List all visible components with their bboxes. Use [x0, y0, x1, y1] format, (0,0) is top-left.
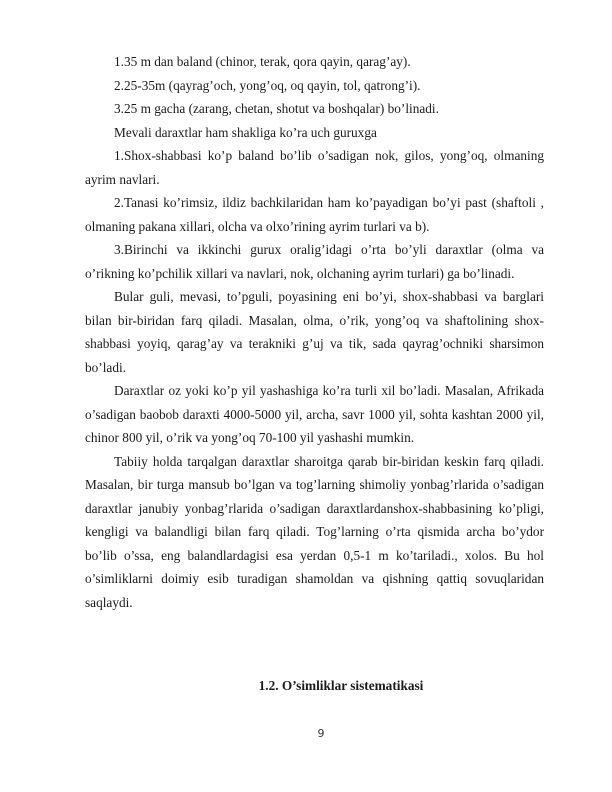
paragraph-8: Bular guli, mevasi, to’pguli, poyasining eni bo’yi, shox-shabbasi va barglari bilan bir-biridan farq qiladi. Masalan, olma, o’rik, yong’oq va shaftolining shox-shabbasi yoyiq, qarag’ay va terakniki g’uj va tik, sada qayrag’ochniki sharsimon bo’ladi. — [85, 289, 544, 375]
paragraph-10: Tabiiy holda tarqalgan daraxtlar sharoitga qarab bir-biridan keskin farq qiladi. Masalan, bir turga mansub bo’lgan va tog’larning shimoliy yonbag’rlarida o’sadigan daraxtlar janubiy yonbag’rlarida o’sadigan daraxtlardanshox-shabbasining ko’pligi, kengligi va balandligi bilan farq qiladi. Tog’larning o’rta qismida archa bo’ydor bo’lib o’ssa, eng balandlardagisi esa yerdan 0,5-1 m ko’tariladi., xolos. Bu hol o’simliklarni doimiy esib turadigan shamoldan va qishning qattiq sovuqlaridan saqlaydi. — [85, 453, 544, 610]
paragraph-2: 2.25-35m (qayrag’och, yong’oq, oq qayin, tol, qatrong’i). — [114, 77, 421, 93]
paragraph-3: 3.25 m gacha (zarang, chetan, shotut va boshqalar) bo’linadi. — [114, 101, 439, 116]
paragraph-9: Daraxtlar oz yoki ko’p yil yashashiga ko’ra turli xil bo’ladi. Masalan, Afrikada o’sadigan baobob daraxti 4000-5000 yil, archa, savr 1000 yil, sohta kashtan 2000 yil, chinor 800 yil, o’rik va yong’oq 70-100 yil yashashi mumkin. — [85, 383, 544, 445]
paragraph-5: 1.Shox-shabbasi ko’p baland bo’lib o’sadigan nok, gilos, yong’oq, olmaning ayrim navlari. — [85, 148, 544, 187]
section-heading: 1.2. O’simliklar sistematikasi — [258, 678, 424, 693]
page-number: 9 — [317, 727, 325, 740]
paragraph-1: 1.35 m dan baland (chinor, terak, qora qayin, qarag’ay). — [114, 54, 411, 69]
paragraph-7: 3.Birinchi va ikkinchi gurux oralig’idagi o’rta bo’yli daraxtlar (olma va o’rikning ko’pchilik xillari va navlari, nok, olchaning ayrim turlari) ga bo’linadi. — [85, 242, 544, 281]
paragraph-6: 2.Tanasi ko’rimsiz, ildiz bachkilaridan ham ko’payadigan bo’yi past (shaftoli , olmaning pakana xillari, olcha va olxo’rining ayrim turlari va b). — [85, 195, 544, 234]
document-body — [85, 50, 544, 614]
paragraph-4: Mevali daraxtlar ham shakliga ko’ra uch guruxga — [114, 124, 377, 140]
